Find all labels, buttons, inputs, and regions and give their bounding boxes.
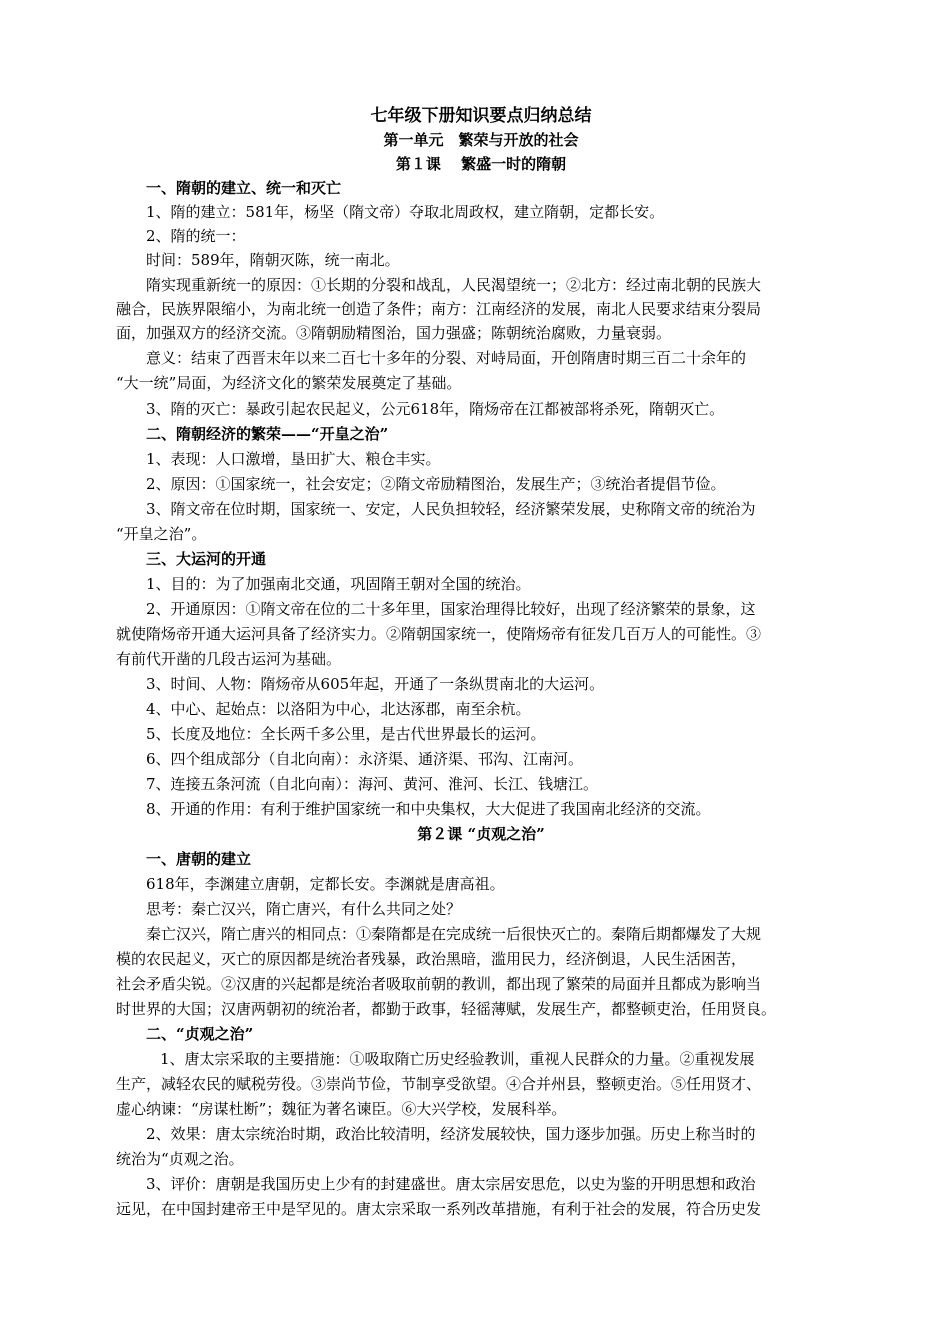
text-line: 2、原因：①国家统一，社会安定；②隋文帝励精图治，发展生产；③统治者提倡节俭。 bbox=[146, 475, 726, 493]
section-heading: 三、大运河的开通 bbox=[146, 550, 267, 568]
text-line: 远见，在中国封建帝王中是罕见的。唐太宗采取一系列改革措施，有利于社会的发展，符合历史发 bbox=[116, 1200, 762, 1218]
text-line: 8、开通的作用：有利于维护国家统一和中央集权，大大促进了我国南北经济的交流。 bbox=[146, 800, 711, 818]
text-line: 融合，民族界限缩小，为南北统一创造了条件；南方：江南经济的发展，南北人民要求结束分裂局 bbox=[116, 300, 762, 318]
text-line: 隋实现重新统一的原因：①长期的分裂和战乱，人民渴望统一；②北方：经过南北朝的民族大 bbox=[146, 276, 762, 294]
text-line: 1、隋的建立：581年，杨坚（隋文帝）夺取北周政权，建立隋朝，定都长安。 bbox=[146, 203, 665, 221]
document-title: 七年级下册知识要点归纳总结 bbox=[370, 106, 592, 126]
text-line: 虚心纳谏：“房谋杜断”；魏征为著名谏臣。⑥大兴学校，发展科举。 bbox=[116, 1100, 567, 1118]
text-line: “大一统”局面，为经济文化的繁荣发展奠定了基础。 bbox=[116, 374, 462, 392]
text-line: 模的农民起义，灭亡的原因都是统治者残暴，政治黑暗，滥用民力，经济倒退，人民生活困苦， bbox=[116, 950, 747, 968]
text-line: 意义：结束了西晋末年以来二百七十多年的分裂、对峙局面，开创隋唐时期三百二十余年的 bbox=[146, 349, 747, 367]
section-heading: 二、隋朝经济的繁荣——“开皇之治” bbox=[146, 425, 389, 443]
text-line: 2、开通原因：①隋文帝在位的二十多年里，国家治理得比较好，出现了经济繁荣的景象，这 bbox=[146, 600, 756, 618]
text-line: 生产，减轻农民的赋税劳役。③崇尚节俭，节制享受欲望。④合并州县，整顿吏治。⑤任用贤才、 bbox=[116, 1075, 762, 1093]
text-line: 5、长度及地位：全长两千多公里，是古代世界最长的运河。 bbox=[146, 725, 546, 743]
text-line: 2、隋的统一： bbox=[146, 227, 246, 245]
text-line: 社会矛盾尖锐。②汉唐的兴起都是统治者吸取前朝的教训，都出现了繁荣的局面并且都成为影响当 bbox=[116, 975, 762, 993]
text-line: 1、唐太宗采取的主要措施：①吸取隋亡历史经验教训，重视人民群众的力量。②重视发展 bbox=[160, 1050, 755, 1068]
lesson-heading: 第１课 繁盛一时的隋朝 bbox=[395, 155, 567, 173]
text-line: 3、评价：唐朝是我国历史上少有的封建盛世。唐太宗居安思危，以史为鉴的开明思想和政治 bbox=[146, 1175, 756, 1193]
text-line: 3、隋文帝在位时期，国家统一、安定，人民负担较轻，经济繁荣发展，史称隋文帝的统治为 bbox=[146, 500, 756, 518]
text-line: 有前代开凿的几段古运河为基础。 bbox=[116, 650, 342, 668]
text-line: “开皇之治”。 bbox=[116, 525, 207, 543]
text-line: 6、四个组成部分（自北向南）：永济渠、通济渠、邗沟、江南河。 bbox=[146, 750, 584, 768]
text-line: 1、表现：人口激增，垦田扩大、粮仓丰实。 bbox=[146, 450, 441, 468]
section-heading: 二、“贞观之治” bbox=[146, 1025, 254, 1043]
text-line: 就使隋炀帝开通大运河具备了经济实力。②隋朝国家统一，使隋炀帝有征发几百万人的可能性。③ bbox=[116, 625, 762, 643]
text-line: 思考：秦亡汉兴，隋亡唐兴，有什么共同之处？ bbox=[146, 900, 462, 918]
unit-heading: 第一单元 繁荣与开放的社会 bbox=[383, 131, 579, 149]
text-line: 618年，李渊建立唐朝，定都长安。李渊就是唐高祖。 bbox=[146, 875, 505, 893]
text-line: 时间：589年，隋朝灭陈，统一南北。 bbox=[146, 251, 400, 269]
text-line: 面，加强双方的经济交流。③隋朝励精图治，国力强盛；陈朝统治腐败，力量衰弱。 bbox=[116, 324, 672, 342]
text-line: 时世界的大国；汉唐两朝初的统治者，都勤于政事，轻徭薄赋，发展生产，都整顿吏治，任用贤良。 bbox=[116, 1000, 777, 1018]
text-line: 1、目的：为了加强南北交通，巩固隋王朝对全国的统治。 bbox=[146, 575, 531, 593]
text-line: 3、时间、人物：隋炀帝从605年起，开通了一条纵贯南北的大运河。 bbox=[146, 675, 605, 693]
section-heading: 一、唐朝的建立 bbox=[146, 850, 252, 868]
text-line: 3、隋的灭亡：暴政引起农民起义，公元618年，隋炀帝在江都被部将杀死，隋朝灭亡。 bbox=[146, 400, 725, 418]
text-line: 秦亡汉兴，隋亡唐兴的相同点：①秦隋都是在完成统一后很快灭亡的。秦隋后期都爆发了大规 bbox=[146, 925, 762, 943]
text-line: 4、中心、起始点：以洛阳为中心，北达涿郡，南至余杭。 bbox=[146, 700, 531, 718]
section-heading: 一、隋朝的建立、统一和灭亡 bbox=[146, 179, 342, 197]
text-line: 7、连接五条河流（自北向南）：海河、黄河、淮河、长江、钱塘江。 bbox=[146, 775, 599, 793]
lesson-heading: 第２课 “贞观之治” bbox=[417, 825, 545, 843]
text-line: 2、效果：唐太宗统治时期，政治比较清明，经济发展较快，国力逐步加强。历史上称当时的 bbox=[146, 1125, 756, 1143]
text-line: 统治为“贞观之治。 bbox=[116, 1150, 244, 1168]
